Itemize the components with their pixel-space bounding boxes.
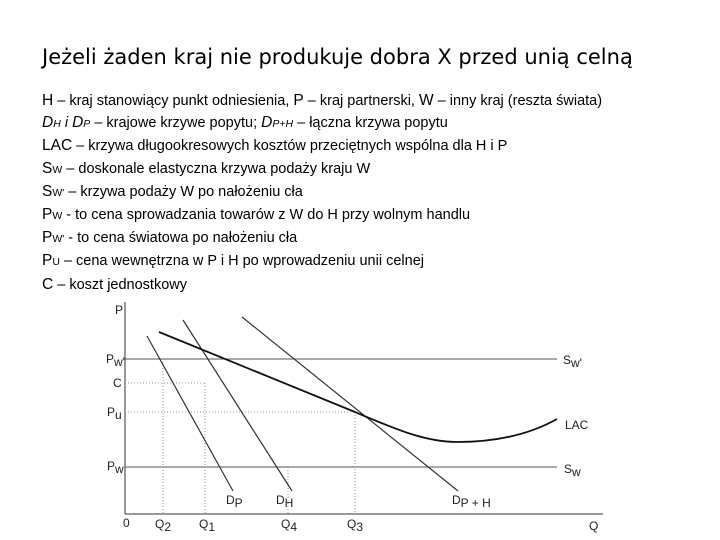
legend-line-c: C – koszt jednostkowy xyxy=(42,275,187,293)
lac-label: LAC xyxy=(565,418,589,432)
legend-line-demand: DH i DP – krajowe krzywe popytu; DP+H – łączna krzywa popytu xyxy=(42,114,448,132)
origin-label: 0 xyxy=(123,516,130,530)
dph-curve xyxy=(242,317,458,491)
y-axis-label: P xyxy=(115,303,124,317)
legend xyxy=(42,90,602,296)
lac-curve xyxy=(159,332,557,442)
legend-line-sw: SW – doskonale elastyczna krzywa podaży kraju W xyxy=(42,159,371,177)
legend-line-sw-prime: SW' – krzywa podaży W po nałożeniu cła xyxy=(42,182,303,200)
c-label: C xyxy=(113,376,122,390)
pu-label: Pu xyxy=(107,405,122,422)
dh-curve xyxy=(183,320,292,491)
q4-label: Q4 xyxy=(281,517,298,534)
dp-label: DP xyxy=(226,493,243,510)
legend-line-lac: LAC – krzywa długookresowych kosztów przeciętnych wspólna dla H i P xyxy=(42,137,508,155)
q1-label: Q1 xyxy=(199,517,216,534)
legend-line-countries: H – kraj stanowiący punkt odniesienia, P – kraj partnerski, W – inny kraj (reszta świata) xyxy=(42,92,603,109)
sw-curve-label: Sw xyxy=(564,462,581,479)
q3-label: Q3 xyxy=(347,517,364,534)
pw-label: Pw xyxy=(107,459,124,476)
legend-line-pu: PU – cena wewnętrzna w P i H po wprowadzeniu unii celnej xyxy=(42,252,424,270)
pw-prime-label: Pw' xyxy=(106,352,125,369)
legend-line-pw: PW - to cena sprowadzania towarów z W do H przy wolnym handlu xyxy=(42,206,471,224)
x-axis-label: Q xyxy=(589,519,599,533)
dph-label: DP + H xyxy=(452,493,491,510)
q2-label: Q2 xyxy=(155,517,172,534)
sw-prime-curve-label: Sw' xyxy=(563,353,582,370)
dh-label: DH xyxy=(276,493,294,510)
customs-union-diagram xyxy=(95,292,615,537)
slide-title: Jeżeli żaden kraj nie produkuje dobra X przed unią celną xyxy=(42,45,633,69)
legend-line-pw-prime: PW' - to cena światowa po nałożeniu cła xyxy=(42,229,298,247)
